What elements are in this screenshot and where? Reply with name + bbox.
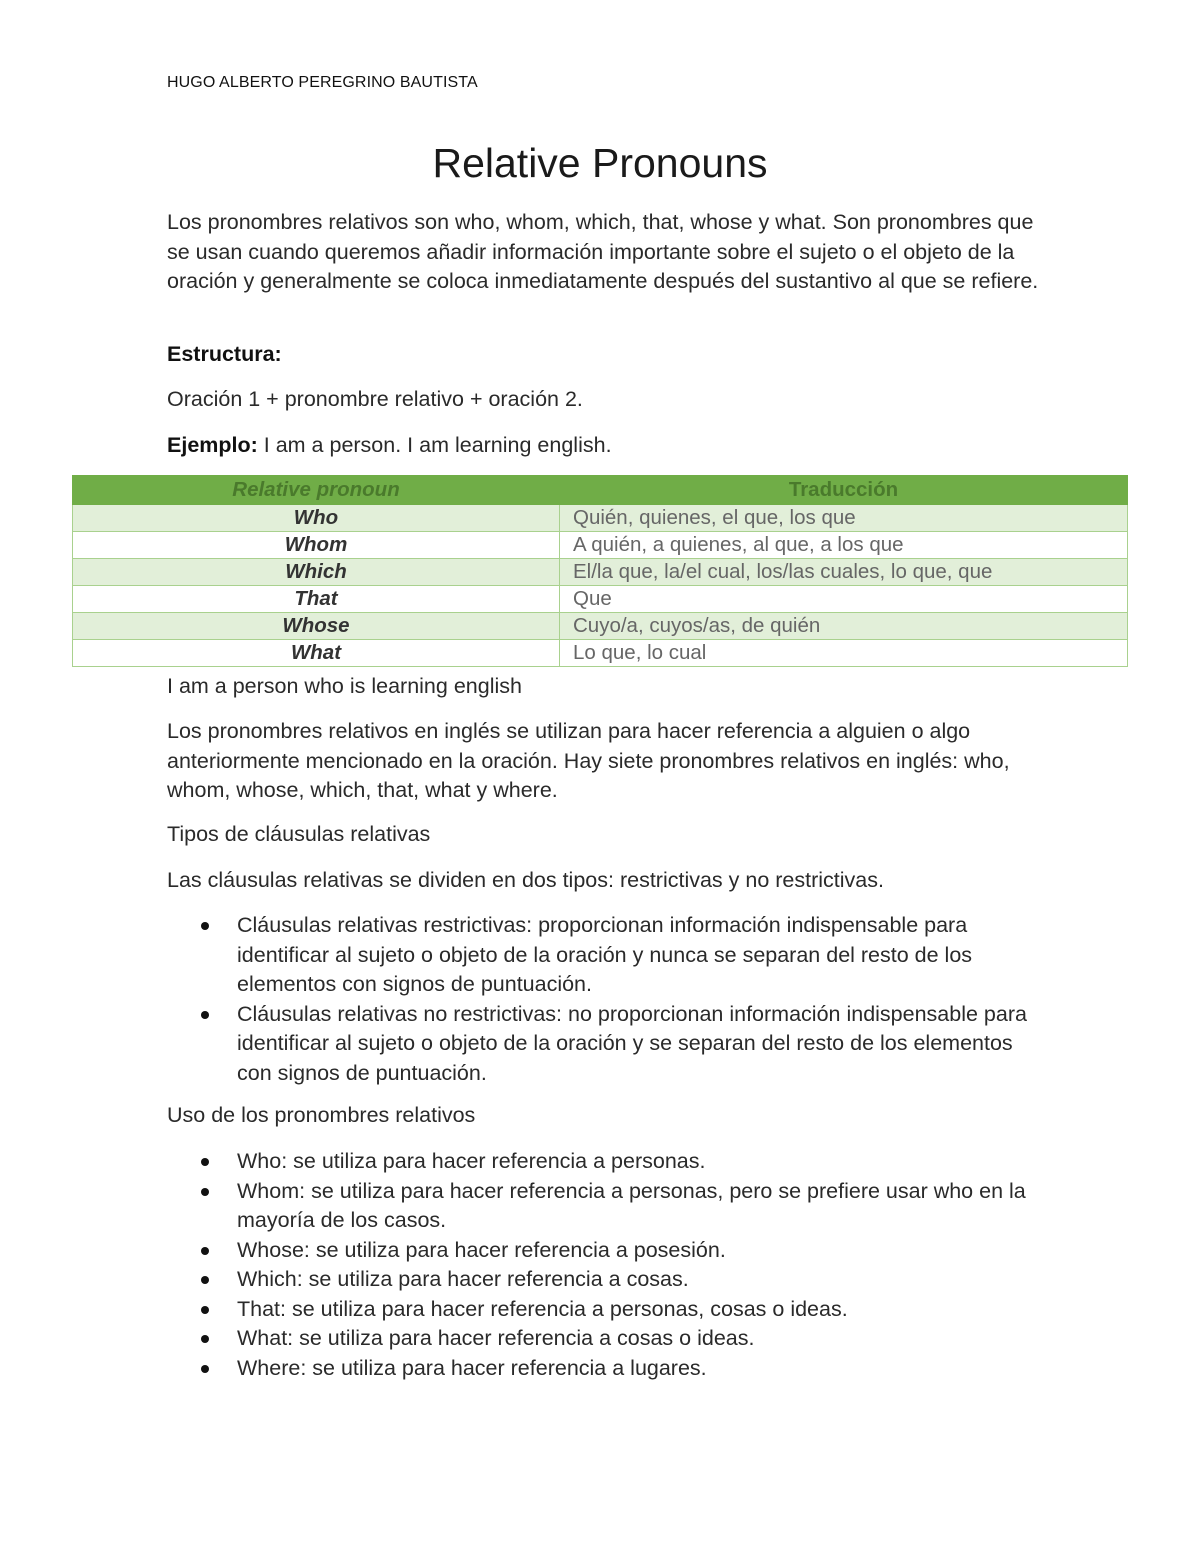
table-row bbox=[73, 532, 1128, 559]
list-item-text: Cláusulas relativas restrictivas: proporcionan información indispensable para identificar al sujeto o objeto de la oración y nunca se separan del resto de los elementos con signos de puntuación. bbox=[237, 913, 973, 996]
list-item-text: Cláusulas relativas no restrictivas: no proporcionan información indispensable para identificar al sujeto o objeto de la oración y se separan del resto de los elementos con signos de puntuación. bbox=[237, 1001, 1027, 1085]
list-item bbox=[167, 1147, 1047, 1177]
clauses-heading: Tipos de cláusulas relativas bbox=[167, 822, 431, 846]
bullet-icon bbox=[201, 1158, 209, 1166]
pronoun-cell: What bbox=[73, 640, 560, 667]
pronoun-cell: Whom bbox=[73, 532, 560, 559]
bullet-icon bbox=[201, 922, 209, 930]
example-text: I am a person. I am learning english. bbox=[257, 433, 612, 457]
header-traduccion: Traducción bbox=[560, 476, 1128, 505]
translation-cell: Que bbox=[560, 586, 1128, 613]
translation-cell: El/la que, la/el cual, los/las cuales, lo que, que bbox=[560, 559, 1128, 586]
translation-cell: Quién, quienes, el que, los que bbox=[560, 505, 1128, 532]
list-item bbox=[167, 1236, 1047, 1266]
translation-cell: Lo que, lo cual bbox=[560, 640, 1128, 667]
table-row bbox=[73, 559, 1128, 586]
header-relative-pronoun: Relative pronoun bbox=[73, 476, 560, 505]
paragraph-two: Los pronombres relativos en inglés se utilizan para hacer referencia a alguien o algo anteriormente mencionado en la oración. Hay siete pronombres relativos en inglés: who, whom, whose, which, that, what y where. bbox=[167, 719, 1010, 802]
pronoun-cell: Whose bbox=[73, 613, 560, 640]
list-item-text: Whose: se utiliza para hacer referencia a posesión. bbox=[237, 1237, 726, 1262]
list-item bbox=[167, 1177, 1047, 1236]
bullet-icon bbox=[201, 1306, 209, 1314]
usage-list bbox=[167, 1147, 1047, 1383]
example-line bbox=[167, 431, 1047, 461]
example-result: I am a person who is learning english bbox=[167, 674, 522, 698]
list-item bbox=[167, 1324, 1047, 1354]
clauses-list bbox=[167, 911, 1047, 1088]
table-row bbox=[73, 586, 1128, 613]
author-name: HUGO ALBERTO PEREGRINO BAUTISTA bbox=[167, 74, 478, 91]
list-item-text: Whom: se utiliza para hacer referencia a personas, pero se prefiere usar who en la mayoría de los casos. bbox=[237, 1178, 1026, 1232]
translation-cell: A quién, a quienes, al que, a los que bbox=[560, 532, 1128, 559]
list-item-text: That: se utiliza para hacer referencia a personas, cosas o ideas. bbox=[237, 1296, 848, 1321]
table-row bbox=[73, 640, 1128, 667]
list-item-text: Where: se utiliza para hacer referencia a lugares. bbox=[237, 1355, 707, 1380]
intro-paragraph: Los pronombres relativos son who, whom, which, that, whose y what. Son pronombres que se usan cuando queremos añadir información importante sobre el sujeto o el objeto de la oración y generalmente se coloca inmediatamente después del sustantivo al que se refiere. bbox=[167, 210, 1039, 293]
list-item bbox=[167, 1265, 1047, 1295]
table-header-row bbox=[73, 476, 1128, 505]
bullet-icon bbox=[201, 1247, 209, 1255]
translation-cell: Cuyo/a, cuyos/as, de quién bbox=[560, 613, 1128, 640]
usage-heading: Uso de los pronombres relativos bbox=[167, 1103, 476, 1127]
page-title: Relative Pronouns bbox=[432, 140, 768, 186]
pronoun-cell: That bbox=[73, 586, 560, 613]
structure-label: Estructura: bbox=[167, 342, 282, 366]
pronoun-cell: Who bbox=[73, 505, 560, 532]
table-row bbox=[73, 613, 1128, 640]
bullet-icon bbox=[201, 1365, 209, 1373]
bullet-icon bbox=[201, 1276, 209, 1284]
list-item-text: What: se utiliza para hacer referencia a cosas o ideas. bbox=[237, 1326, 755, 1350]
pronoun-table bbox=[72, 475, 1128, 667]
bullet-icon bbox=[201, 1188, 209, 1196]
bullet-icon bbox=[201, 1335, 209, 1343]
pronoun-cell: Which bbox=[73, 559, 560, 586]
table-row bbox=[73, 505, 1128, 532]
example-label: Ejemplo: bbox=[167, 433, 258, 457]
bullet-icon bbox=[201, 1011, 209, 1019]
clauses-intro: Las cláusulas relativas se dividen en dos tipos: restrictivas y no restrictivas. bbox=[167, 868, 884, 892]
list-item bbox=[167, 1354, 1047, 1384]
list-item-text: Which: se utiliza para hacer referencia a cosas. bbox=[237, 1267, 689, 1291]
list-item bbox=[167, 1000, 1047, 1089]
list-item-text: Who: se utiliza para hacer referencia a personas. bbox=[237, 1149, 706, 1173]
structure-formula: Oración 1 + pronombre relativo + oración 2. bbox=[167, 387, 583, 411]
list-item bbox=[167, 1295, 1047, 1325]
list-item bbox=[167, 911, 1047, 1000]
